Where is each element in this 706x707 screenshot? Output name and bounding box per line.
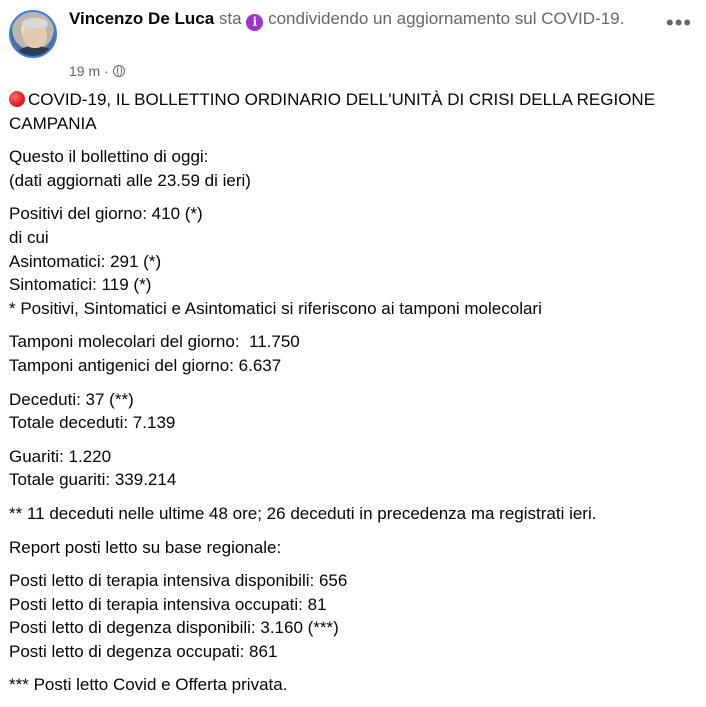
post-paragraph	[9, 502, 699, 526]
timestamp[interactable]: 19 m	[69, 63, 101, 79]
more-options-button[interactable]: •••	[666, 10, 693, 35]
post-meta	[69, 62, 125, 80]
author-name[interactable]: Vincenzo De Luca	[69, 9, 215, 28]
post-line: (dati aggiornati alle 23.59 di ieri)	[9, 170, 251, 190]
post-line: Posti letto di terapia intensiva occupati: 81	[9, 594, 327, 614]
post-line: Asintomatici: 291 (*)	[9, 251, 162, 271]
activity-text: condividendo un aggiornamento sul COVID-19.	[268, 9, 625, 28]
post-header	[9, 6, 698, 80]
post-line: * Positivi, Sintomatici e Asintomatici si riferiscono ai tamponi molecolari	[9, 298, 542, 318]
post-line: Deceduti: 37 (**)	[9, 389, 134, 409]
post-line: Posti letto di terapia intensiva disponibili: 656	[9, 571, 348, 591]
post-header-text	[69, 6, 659, 32]
post-paragraph	[9, 202, 699, 320]
post-body	[9, 88, 699, 707]
post-line: *** Posti letto Covid e Offerta privata.	[9, 675, 288, 695]
red-circle-icon	[9, 91, 25, 107]
post-line: Totale deceduti: 7.139	[9, 413, 176, 433]
post-line: di cui	[9, 227, 49, 247]
post-line: Tamponi molecolari del giorno: 11.750	[9, 332, 300, 352]
post-line: Tamponi antigenici del giorno: 6.637	[9, 355, 282, 375]
post-paragraph	[9, 569, 699, 663]
globe-icon[interactable]	[113, 65, 125, 77]
post-line: Posti letto di degenza occupati: 861	[9, 641, 278, 661]
post-paragraph	[9, 145, 699, 192]
post-paragraph	[9, 673, 699, 697]
post-line: Positivi del giorno: 410 (*)	[9, 204, 203, 224]
post-paragraphs	[9, 145, 699, 697]
post-line: Report posti letto su base regionale:	[9, 537, 282, 557]
post-line: Questo il bollettino di oggi:	[9, 147, 209, 167]
post-paragraph	[9, 330, 699, 377]
post-paragraph	[9, 388, 699, 435]
post-line: ** 11 deceduti nelle ultime 48 ore; 26 deceduti in precedenza ma registrati ieri.	[9, 503, 597, 523]
meta-separator: ·	[104, 63, 109, 79]
post-paragraph	[9, 445, 699, 492]
avatar[interactable]	[9, 10, 57, 58]
post-line: Posti letto di degenza disponibili: 3.160 (***)	[9, 618, 339, 638]
post-paragraph	[9, 536, 699, 560]
post-line: Guariti: 1.220	[9, 446, 112, 466]
post-line: Sintomatici: 119 (*)	[9, 275, 152, 295]
verb-text: sta	[218, 9, 242, 28]
post-line: Totale guariti: 339.214	[9, 470, 177, 490]
info-icon: i	[246, 14, 263, 31]
post-title-text: COVID-19, IL BOLLETTINO ORDINARIO DELL'UNITÀ DI CRISI DELLA REGIONE CAMPANIA	[9, 90, 656, 133]
post-title	[9, 88, 699, 135]
